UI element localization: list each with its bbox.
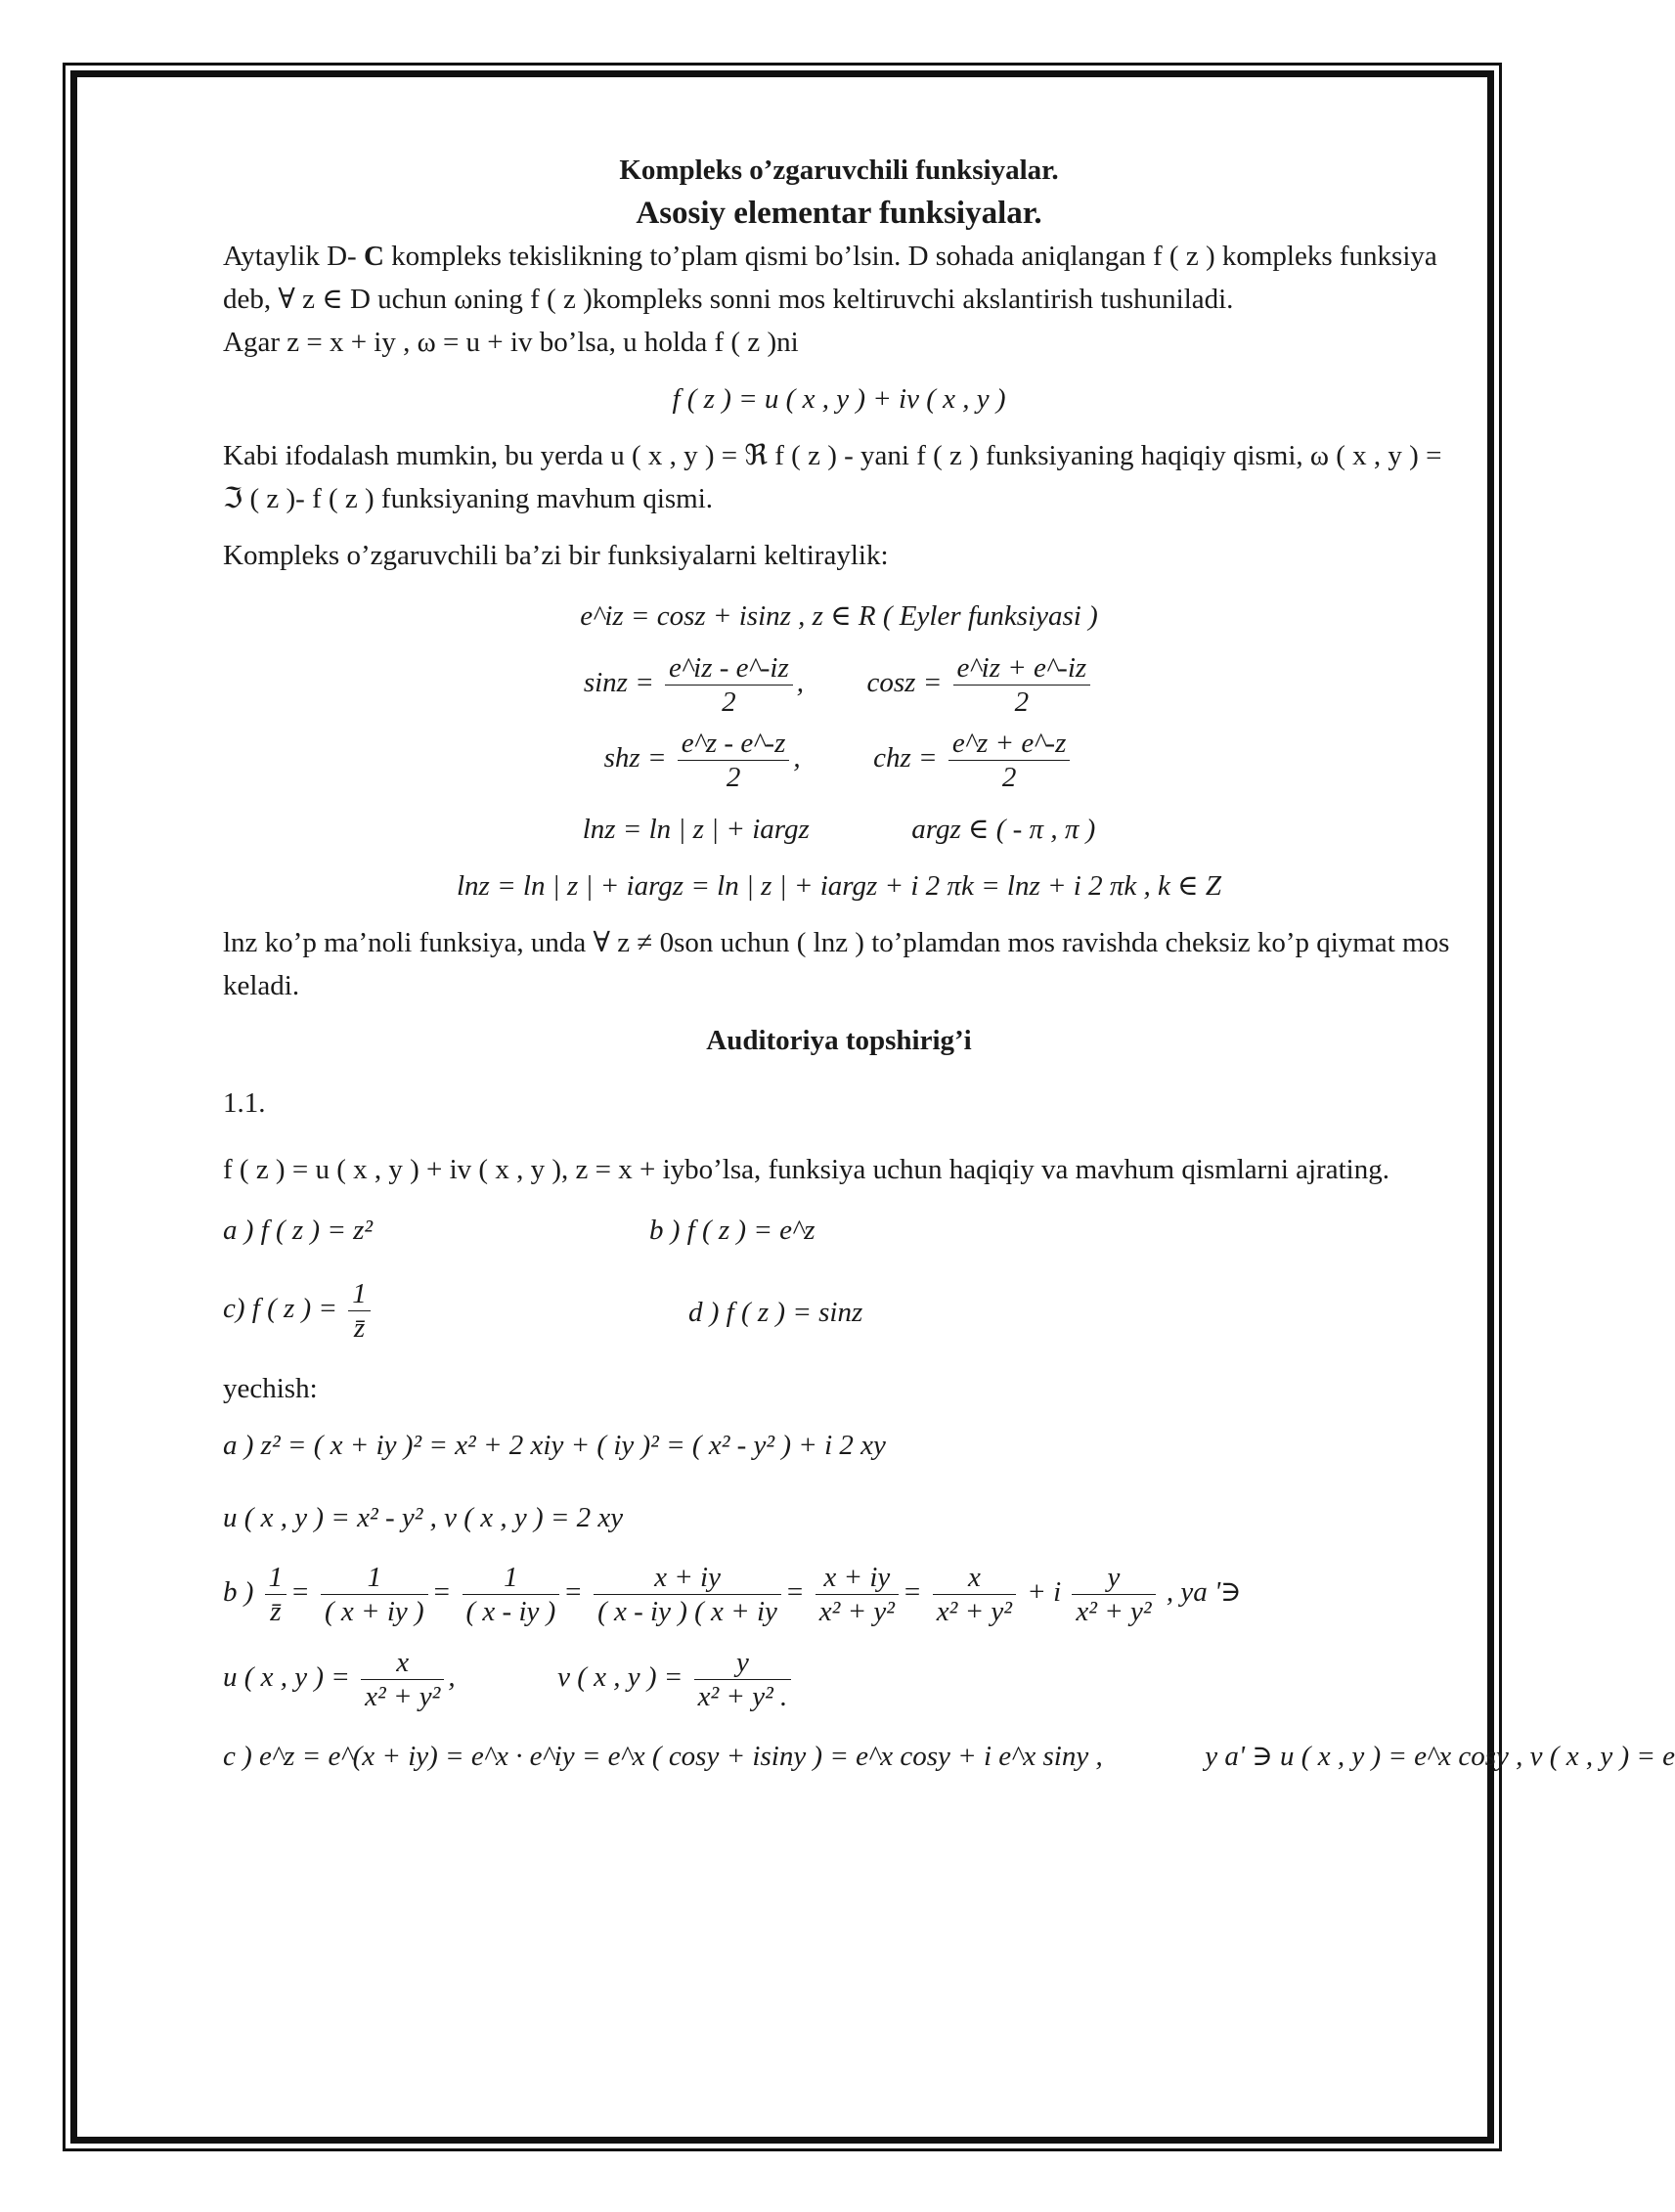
- b2-v-num: y: [694, 1646, 792, 1680]
- ch-fraction: [948, 727, 1071, 794]
- intro-paragraph-1: [223, 235, 1455, 321]
- b-frac-3-num: 1: [463, 1561, 560, 1595]
- ln1-expr: lnz = ln | z | + iargz: [582, 814, 810, 845]
- cos-fraction: [953, 651, 1091, 719]
- b-frac-4: [594, 1561, 781, 1628]
- cos-num: e^iz + e^-iz: [953, 651, 1091, 686]
- c1-tail: y a' ∋ u ( x , y ) = e^x cosy , v ( x , y ) = e: [1205, 1741, 1675, 1772]
- b-frac-5-den: x² + y²: [818, 1596, 895, 1627]
- b-frac-5-num: x + iy: [815, 1561, 899, 1595]
- b2-v-den: x² + y² .: [697, 1681, 788, 1712]
- task-c-fraction: [348, 1277, 371, 1345]
- task-a: a ) f ( z ) = z²: [223, 1215, 374, 1246]
- b2-u-lhs: u ( x , y ) =: [223, 1661, 350, 1694]
- b2-u-frac: [361, 1646, 444, 1713]
- b-frac-4-num: x + iy: [594, 1561, 781, 1595]
- b-frac-2: [321, 1561, 428, 1628]
- task-row-cd: [223, 1269, 1455, 1348]
- formula-sin-cos: sinz = $\frac{e\^{}iz - e\^{}-iz}{2}$ , cosz = $\frac{e\^{}iz + e\^{}-iz}{2}$: [223, 651, 1455, 719]
- intro-paragraph-3: Kabi ifodalash mumkin, bu yerda u ( x , y ) = ℜ f ( z ) - yani f ( z ) funksiyaning haqiqiy qismi, ω ( x , y ) = ℑ ( z )- f ( z ) funksiyaning mavhum qismi.: [223, 440, 1442, 514]
- title-line-1: Kompleks o’zgaruvchili funksiyalar.: [619, 155, 1059, 186]
- formula-main: f ( z ) = u ( x , y ) + iv ( x , y ): [672, 383, 1006, 415]
- solution-label: yechish:: [223, 1373, 318, 1404]
- b-frac-5: [815, 1561, 899, 1628]
- task-c-prefix: c) f ( z ) =: [223, 1293, 338, 1325]
- task-statement: f ( z ) = u ( x , y ) + iv ( x , y ), z = x + iybo’lsa, funksiya uchun haqiqiy va mavhum qismlarni ajrating.: [223, 1154, 1389, 1185]
- b-frac-1-den: z̄: [270, 1596, 282, 1627]
- ln1-range: argz ∈ ( - π , π ): [911, 814, 1096, 845]
- b-frac-3: [463, 1561, 560, 1628]
- b-frac-2-den: ( x + iy ): [325, 1596, 424, 1627]
- ch-lhs: chz =: [873, 742, 938, 774]
- formula-sh-ch: shz = $\frac{e\^{}z - e\^{}-z}{2}$ , chz = $\frac{e\^{}z + e\^{}-z}{2}$: [223, 727, 1455, 794]
- b2-v-lhs: v ( x , y ) =: [557, 1661, 683, 1694]
- task-number: 1.1.: [223, 1087, 266, 1119]
- solution-b-line-2: u ( x , y ) = $\frac{x}{\text{x² + y²}}$ , v ( x , y ) = $\frac{y}{\text{x² + y² .}}$: [223, 1646, 1455, 1713]
- sh-fraction: [678, 727, 790, 794]
- ch-num: e^z + e^-z: [948, 727, 1071, 761]
- intro-paragraph-4: Kompleks o’zgaruvchili ba’zi bir funksiyalarni keltiraylik:: [223, 540, 889, 571]
- ln-note: lnz ko’p ma’noli funksiya, unda ∀ z ≠ 0son uchun ( lnz ) to’plamdan mos ravishda cheksiz ko’p qiymat mos keladi.: [223, 927, 1450, 1001]
- sin-lhs: sinz =: [583, 667, 654, 699]
- cos-den: 2: [1014, 686, 1030, 718]
- formula-ln-1: [223, 808, 1455, 851]
- b-frac-2-num: 1: [321, 1561, 428, 1595]
- formula-euler: e^iz = cosz + isinz , z ∈ R ( Eyler funksiyasi ): [580, 600, 1098, 632]
- solution-a-line-1: a ) z² = ( x + iy )² = x² + 2 xiy + ( iy )² = ( x² - y² ) + i 2 xy: [223, 1430, 886, 1461]
- intro-paragraph-2: Agar z = x + iy , ω = u + iv bo’lsa, u holda f ( z )ni: [223, 327, 799, 358]
- task-b: b ) f ( z ) = e^z: [649, 1215, 815, 1246]
- solution-a-line-2: u ( x , y ) = x² - y² , v ( x , y ) = 2 xy: [223, 1502, 624, 1533]
- b-frac-3-den: ( x - iy ): [465, 1596, 556, 1627]
- sh-den: 2: [726, 762, 741, 793]
- b-prefix: b ): [223, 1576, 254, 1609]
- solution-b-line-1: b ) $\frac{1}{z̄}$ = $\frac{1}{( x + iy )}$ = $\frac{1}{( x - iy )}$ = $\frac{x + iy}{( x - iy ) ( x + iy}$ = $\frac{x + iy}{\text{x² + y²}}$ = $\frac{x}{\text{x² + y²}}$ + i $\frac{y}{\text{x² + y²}}$ , ya '∋: [223, 1562, 1242, 1627]
- b-plus-i: + i: [1027, 1576, 1062, 1609]
- b-frac-7: [1072, 1561, 1155, 1628]
- b-frac-7-num: y: [1072, 1561, 1155, 1595]
- b-frac-1: [265, 1561, 287, 1628]
- ch-den: 2: [1001, 762, 1017, 793]
- b2-u-den: x² + y²: [365, 1681, 441, 1712]
- b-frac-4-den: ( x - iy ) ( x + iy: [597, 1596, 777, 1627]
- sh-lhs: shz =: [603, 742, 667, 774]
- b-frac-6-num: x: [933, 1561, 1016, 1595]
- task-c-den: z̄: [353, 1312, 366, 1344]
- b-tail: , ya '∋: [1166, 1576, 1242, 1609]
- task-c: [223, 1277, 375, 1345]
- sh-num: e^z - e^-z: [678, 727, 790, 761]
- title-line-2: Asosiy elementar funksiyalar.: [636, 196, 1042, 231]
- formula-ln-2: lnz = ln | z | + iargz = ln | z | + iargz + i 2 πk = lnz + i 2 πk , k ∈ Z: [457, 870, 1221, 902]
- cos-lhs: cosz =: [866, 667, 943, 699]
- document-body: [223, 137, 1675, 1778]
- solution-c-line-1: [223, 1735, 1675, 1778]
- b2-u-num: x: [361, 1646, 444, 1680]
- task-c-num: 1: [348, 1277, 371, 1311]
- b-frac-6: [933, 1561, 1016, 1628]
- intro-p1-a: Aytaylik D-: [223, 241, 364, 272]
- sin-fraction: [665, 651, 793, 719]
- task-d: d ) f ( z ) = sinz: [688, 1297, 863, 1328]
- b2-v-frac: [694, 1646, 792, 1713]
- sin-num: e^iz - e^-iz: [665, 651, 793, 686]
- b-frac-1-num: 1: [265, 1561, 287, 1595]
- c1-expr: c ) e^z = e^(x + iy) = e^x · e^iy = e^x ( cosy + isiny ) = e^x cosy + i e^x siny ,: [223, 1741, 1103, 1772]
- intro-p1-C: C: [363, 241, 384, 272]
- b-frac-6-den: x² + y²: [936, 1596, 1012, 1627]
- task-row-ab: [223, 1209, 1455, 1263]
- intro-p1-b: kompleks tekislikning to’plam qismi bo’lsin. D sohada aniqlangan f ( z ) kompleks funksiya deb, ∀ z ∈ D uchun ωning f ( z )kompleks sonni mos keltiruvchi akslantirish tushuniladi.: [223, 241, 1437, 315]
- section-title: Auditoriya topshirig’i: [706, 1025, 972, 1056]
- b-frac-7-den: x² + y²: [1076, 1596, 1152, 1627]
- sin-den: 2: [722, 686, 736, 718]
